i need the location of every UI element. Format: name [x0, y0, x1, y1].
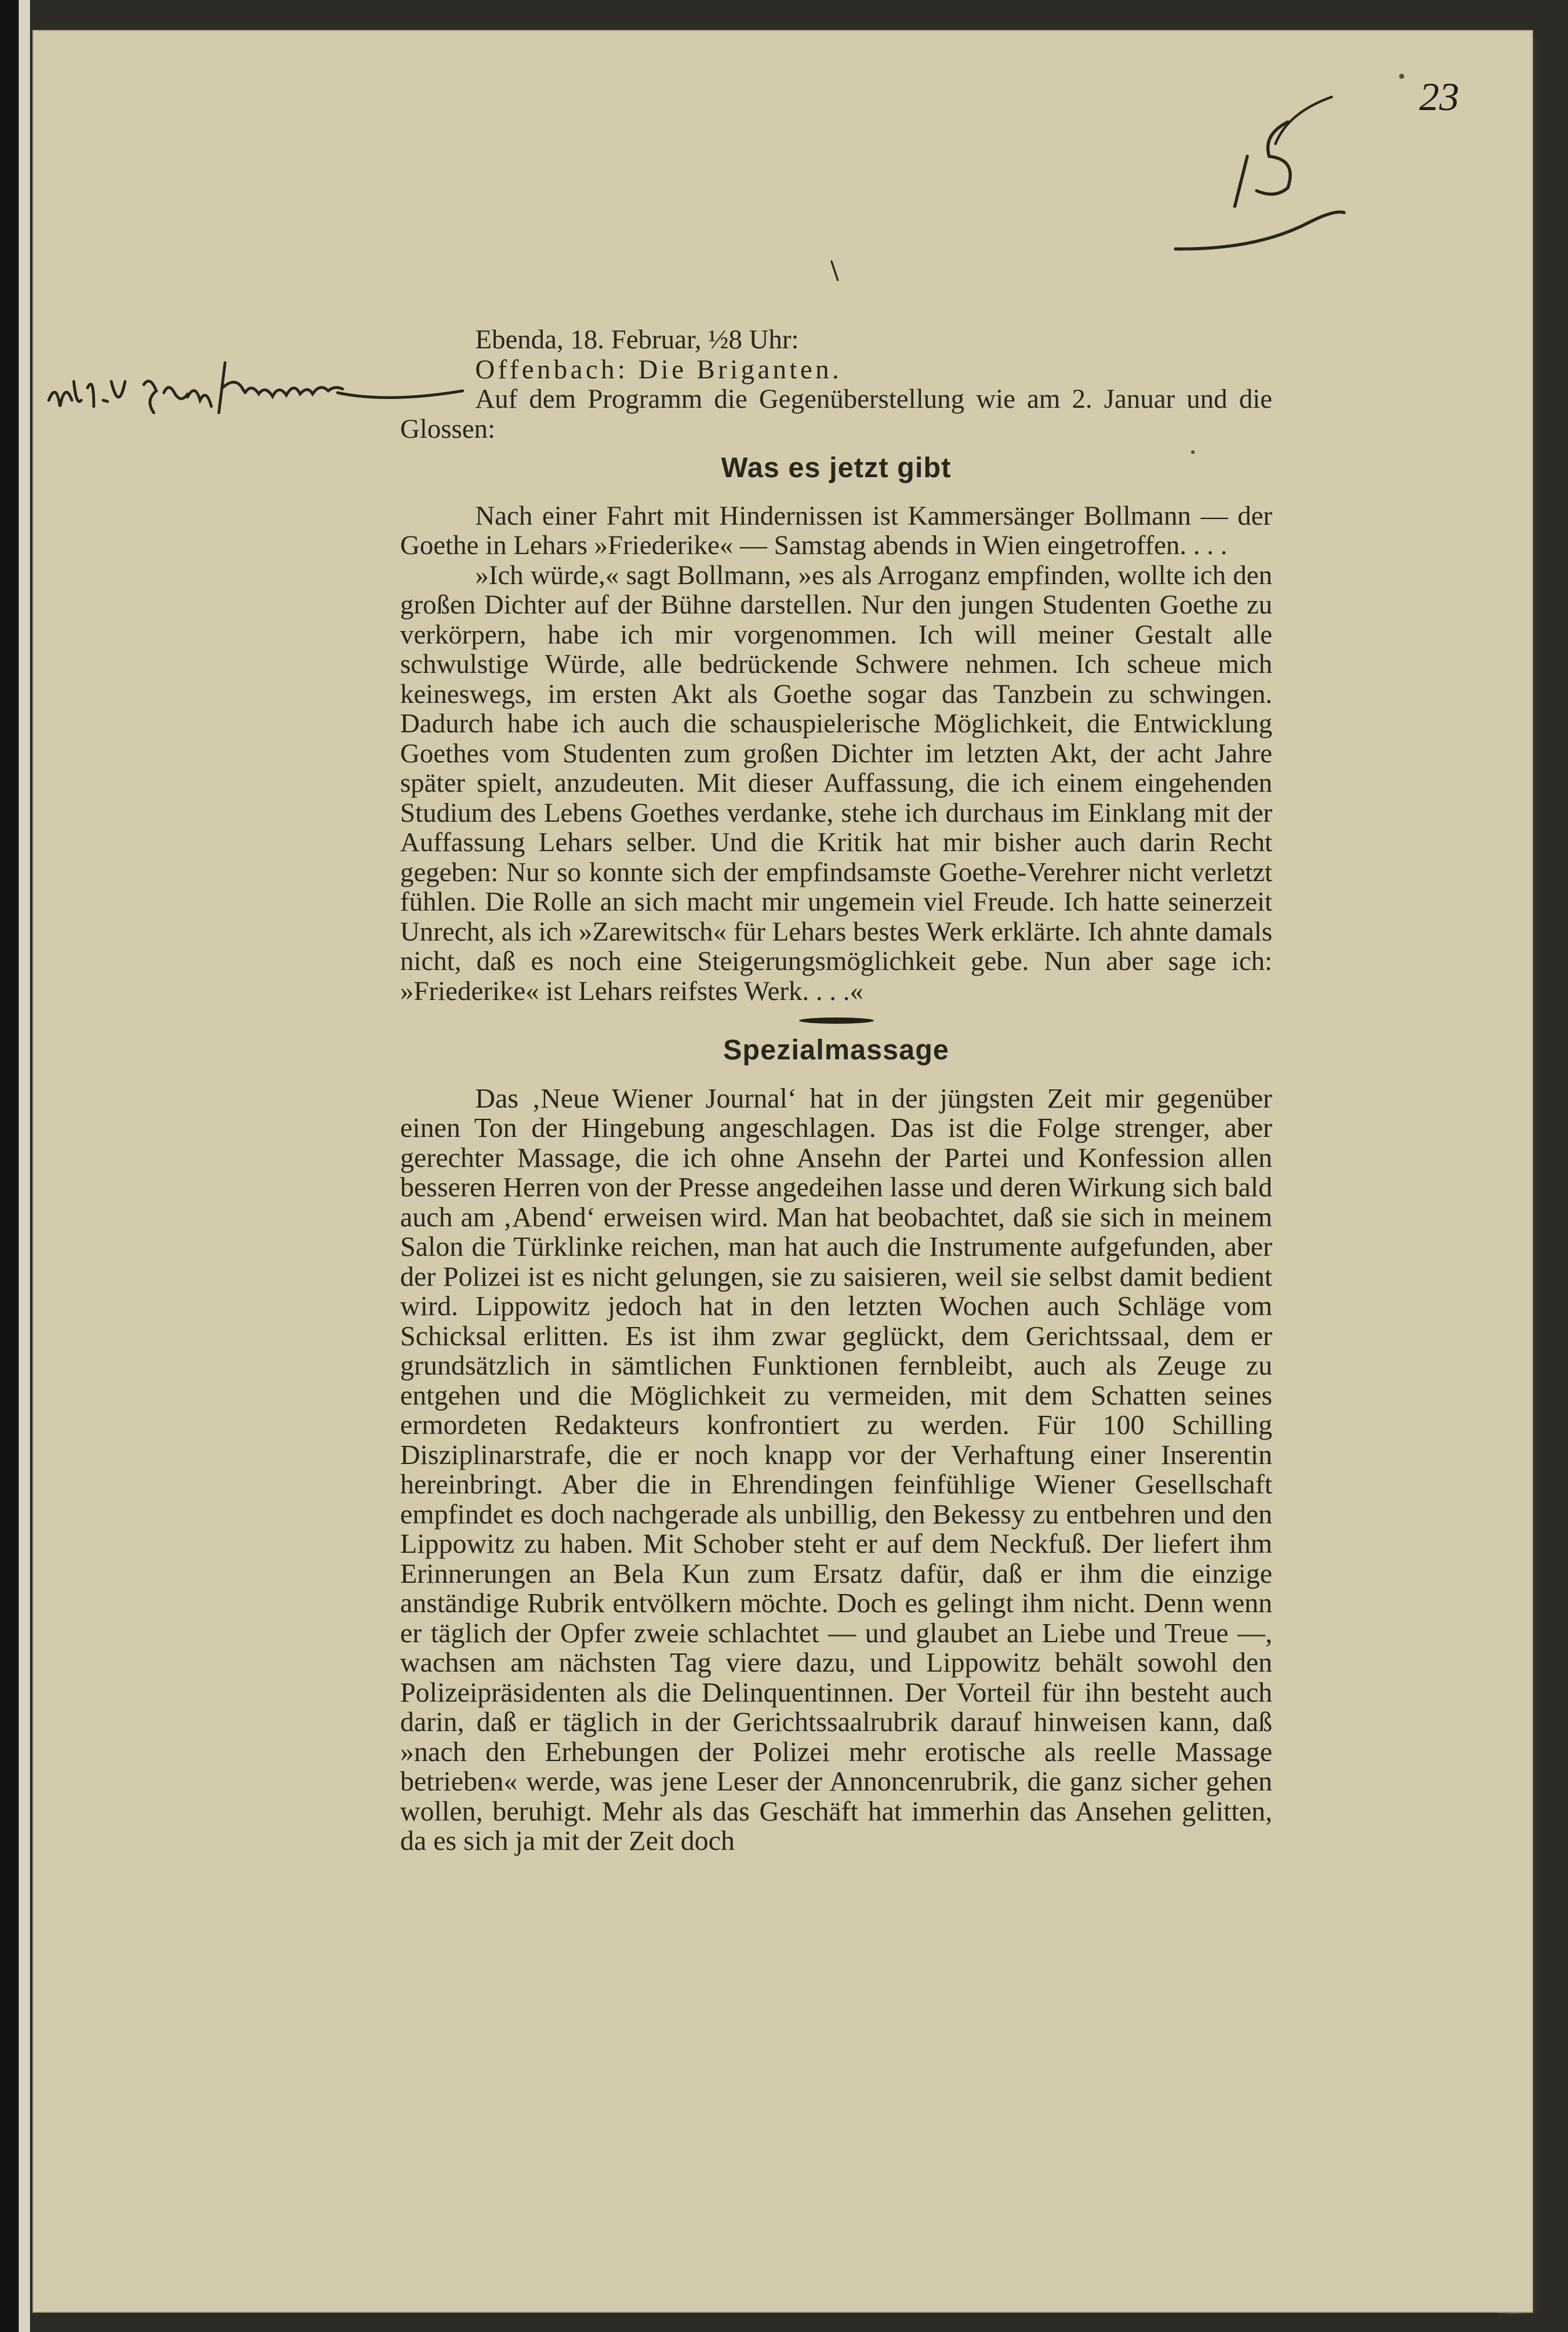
paragraph-bollmann-arrival: Nach einer Fahrt mit Hindernissen ist Kammersänger Bollmann — der Goethe in Lehars »Friederike« — Samstag abends in Wien eingetroffen. . . .	[400, 500, 1272, 560]
program-title: Offenbach: Die Briganten.	[475, 354, 842, 385]
margin-note-text: Ab. 3: Conrad Kneppel	[50, 406, 58, 407]
section-divider	[799, 1017, 874, 1024]
circled-number-annotation	[832, 97, 1344, 280]
section-heading-was-es-jetzt-gibt: Was es jetzt gibt	[721, 452, 952, 483]
program-note: Auf dem Programm die Gegenüberstellung wie am 2. Januar und die Glossen:	[400, 384, 1272, 444]
scan-speck	[1399, 74, 1404, 79]
section-heading-spezialmassage: Spezialmassage	[723, 1034, 950, 1066]
paragraph-bollmann-quote: »Ich würde,« sagt Bollmann, »es als Arroganz empfinden, wollte ich den großen Dichter auf der Bühne darstellen. Nur den jungen Studenten Goethe zu verkörpern, habe ich mir vorgenommen. Ich will meiner Gestalt alle schwulstige Würde, alle bedrückende Schwere nehmen. Ich scheue mich keineswegs, im ersten Akt als Goethe sogar das Tanzbein zu schwingen. Dadurch habe ich auch die schauspielerische Möglichkeit, die Entwicklung Goethes vom Studenten zum großen Dichter im letzten Akt, der acht Jahre später spielt, anzudeuten. Mit dieser Auffassung, die ich einem eingehenden Studium des Lebens Goethes verdanke, stehe ich durchaus im Einklang mit der Auffassung Lehars selber. Und die Kritik hat mir bisher auch darin Recht gegeben: Nur so konnte sich der empfindsamste Goethe-Verehrer nicht verletzt fühlen. Die Rolle an sich macht mir ungemein viel Freude. Ich hatte seinerzeit Unrecht, als ich »Zarewitsch« für Lehars bestes Werk erklärte. Ich ahnte damals nicht, daß es noch eine Steigerungsmöglichkeit gebe. Nun aber sage ich: »Friederike« ist Lehars reifstes Werk. . . .«	[400, 560, 1272, 1006]
article-text-column	[400, 325, 1272, 1856]
paragraph-spezialmassage: Das ‚Neue Wiener Journal‘ hat in der jüngsten Zeit mir gegenüber einen Ton der Hingebung angeschlagen. Das ist die Folge strenger, aber gerechter Massage, die ich ohne Ansehn der Partei und Konfession allen besseren Herren von der Presse angedeihen lasse und deren Wirkung sich bald auch am ‚Abend‘ erweisen wird. Man hat beobachtet, daß sie sich in meinem Salon die Türklinke reichen, man hat auch die Instrumente aufgefunden, aber der Polizei ist es nicht gelungen, sie zu saisieren, weil sie selbst damit bedient wird. Lippowitz jedoch hat in den letzten Wochen auch Schläge vom Schicksal erlitten. Es ist ihm zwar geglückt, dem Gerichtssaal, dem er grundsätzlich in sämtlichen Funktionen fernbleibt, auch als Zeuge zu entgehen und die Möglichkeit zu vermeiden, mit dem Schatten seines ermordeten Redakteurs konfrontiert zu werden. Für 100 Schilling Disziplinarstrafe, die er noch knapp vor der Verhaftung einer Inserentin hereinbringt. Aber die in Ehrendingen feinfühlige Wiener Gesellschaft empfindet es doch nachgerade als unbillig, den Bekessy zu entbehren und den Lippowitz zu haben. Mit Schober steht er auf dem Neckfuß. Der liefert ihm Erinnerungen an Bela Kun zum Ersatz dafür, daß er ihm die einzige anständige Rubrik entvölkern möchte. Doch es gelingt ihm nicht. Denn wenn er täglich der Opfer zweie schlachtet — und glaubet an Liebe und Treue —, wachsen am nächsten Tag viere dazu, und Lippowitz behält sowohl den Polizeipräsidenten als die Delinquentinnen. Der Vorteil für ihn besteht auch darin, daß er täglich in der Gerichtssaalrubrik darauf hinweisen kann, daß »nach den Erhebungen der Polizei mehr erotische als reelle Massage betrieben« werde, was jene Leser der Annoncenrubrik, die ganz sicher gehen wollen, beruhigt. Mehr als das Geschäft hat immerhin das Ansehen gelitten, da es sich ja mit der Zeit doch	[400, 1082, 1272, 1856]
pencil-one-stroke	[1235, 156, 1247, 206]
pencil-five-stroke	[1257, 122, 1290, 194]
performance-intro	[400, 325, 1272, 385]
page-number: 23	[1419, 74, 1459, 119]
dateline: Ebenda, 18. Februar, ½8 Uhr:	[475, 325, 799, 355]
